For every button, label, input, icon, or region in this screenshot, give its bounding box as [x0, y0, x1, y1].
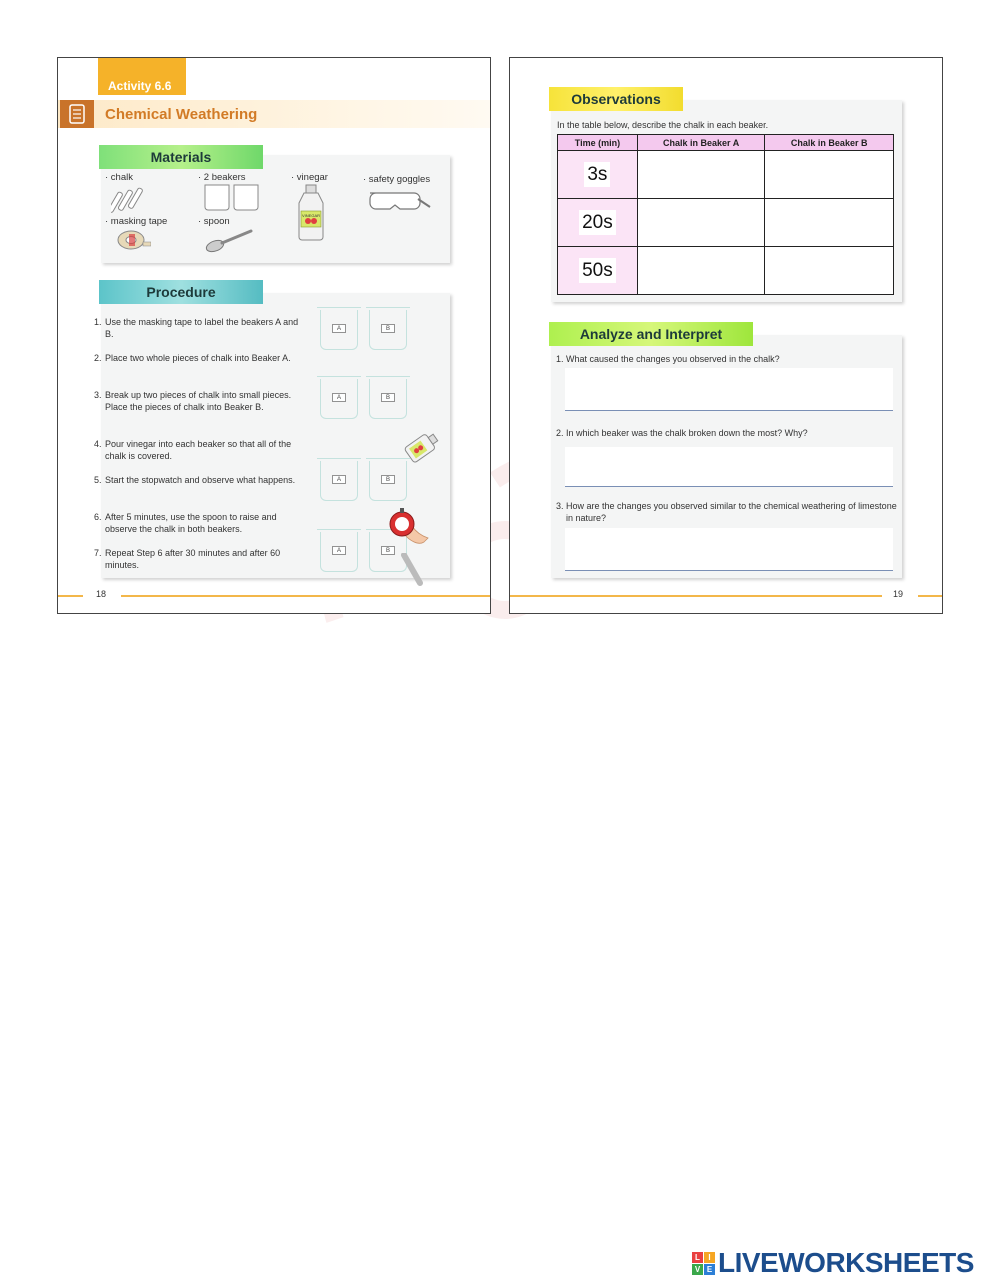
answer-input-1[interactable]	[565, 368, 893, 411]
procedure-banner: Procedure	[99, 280, 263, 304]
material-beakers: · 2 beakers	[198, 172, 246, 183]
table-row	[558, 151, 894, 199]
page-number-19: 19	[893, 589, 904, 599]
column-header-time: Time (min)	[558, 135, 638, 151]
observations-banner: Observations	[549, 87, 683, 111]
question-3: 3. How are the changes you observed similar to the chemical weathering of limestone in nature?	[556, 501, 897, 523]
worksheet-page-right	[509, 57, 943, 614]
answer-input-2[interactable]	[565, 447, 893, 487]
liveworksheets-logo	[692, 1247, 974, 1279]
footer-line	[510, 595, 882, 597]
procedure-step-6: 6. After 5 minutes, use the spoon to raise and observe the chalk in both beakers.	[94, 512, 277, 534]
material-tape: · masking tape	[105, 216, 168, 227]
procedure-step-5: 5. Start the stopwatch and observe what happens.	[94, 475, 296, 485]
procedure-step-2: 2. Place two whole pieces of chalk into Beaker A.	[94, 353, 291, 363]
spoon-raise-icon	[398, 553, 428, 589]
beaker-a-answer-cell[interactable]	[637, 151, 765, 199]
beaker-a-answer-cell[interactable]	[637, 247, 765, 295]
safety-goggles-icon	[366, 187, 432, 217]
beaker-b-illustration: B	[369, 310, 407, 350]
chalk-icon	[111, 183, 151, 213]
beaker-a-illustration: A	[320, 461, 358, 501]
beakers-icon	[203, 183, 261, 211]
footer-line	[918, 595, 943, 597]
activity-tab: Activity 6.6	[98, 58, 186, 95]
column-header-beaker-b: Chalk in Beaker B	[765, 135, 894, 151]
beaker-b-answer-cell[interactable]	[765, 151, 894, 199]
column-header-beaker-a: Chalk in Beaker A	[637, 135, 765, 151]
time-cell: 20s	[558, 199, 638, 247]
beaker-b-illustration: B	[369, 461, 407, 501]
observations-instructions: In the table below, describe the chalk in each beaker.	[557, 120, 769, 130]
procedure-step-7: 7. Repeat Step 6 after 30 minutes and after 60 minutes.	[94, 548, 281, 570]
procedure-step-1: 1. Use the masking tape to label the beakers A and B.	[94, 317, 299, 339]
notebook-icon	[60, 100, 94, 128]
question-2: 2. In which beaker was the chalk broken down the most? Why?	[556, 428, 808, 438]
footer-line	[58, 595, 83, 597]
beaker-b-illustration: B	[369, 379, 407, 419]
time-cell: 3s	[558, 151, 638, 199]
logo-text: LIVEWORKSHEETS	[718, 1247, 974, 1278]
beaker-a-illustration: A	[320, 310, 358, 350]
material-vinegar: · vinegar	[291, 172, 328, 183]
answer-input-3[interactable]	[565, 528, 893, 571]
material-spoon: · spoon	[198, 216, 230, 227]
vinegar-bottle-label: VINEGAR	[302, 213, 321, 218]
vinegar-pour-icon	[398, 433, 444, 467]
analyze-banner: Analyze and Interpret	[549, 322, 753, 346]
page-number-18: 18	[96, 589, 107, 599]
table-row	[558, 199, 894, 247]
beaker-a-answer-cell[interactable]	[637, 199, 765, 247]
beaker-b-answer-cell[interactable]	[765, 199, 894, 247]
material-goggles: · safety goggles	[363, 174, 431, 185]
worksheet-page-left	[57, 57, 491, 614]
activity-title: Chemical Weathering	[105, 106, 258, 123]
vinegar-bottle-icon	[296, 183, 326, 241]
procedure-step-3: 3. Break up two pieces of chalk into small pieces. Place the pieces of chalk into Beaker B.	[94, 390, 292, 412]
materials-banner: Materials	[99, 145, 263, 169]
materials-card	[101, 155, 450, 263]
time-cell: 50s	[558, 247, 638, 295]
stopwatch-icon	[384, 504, 430, 550]
table-row	[558, 247, 894, 295]
material-chalk: · chalk	[105, 172, 133, 183]
spoon-icon	[205, 228, 253, 254]
logo-mark: L I V E	[692, 1252, 715, 1275]
beaker-b-answer-cell[interactable]	[765, 247, 894, 295]
question-1: 1. What caused the changes you observed in the chalk?	[556, 354, 780, 364]
beaker-b-illustration: B	[369, 532, 407, 572]
procedure-step-4: 4. Pour vinegar into each beaker so that all of the chalk is covered.	[94, 439, 292, 461]
beaker-a-illustration: A	[320, 379, 358, 419]
observations-table	[557, 134, 894, 295]
masking-tape-icon	[115, 228, 151, 252]
beaker-a-illustration: A	[320, 532, 358, 572]
footer-line	[121, 595, 491, 597]
